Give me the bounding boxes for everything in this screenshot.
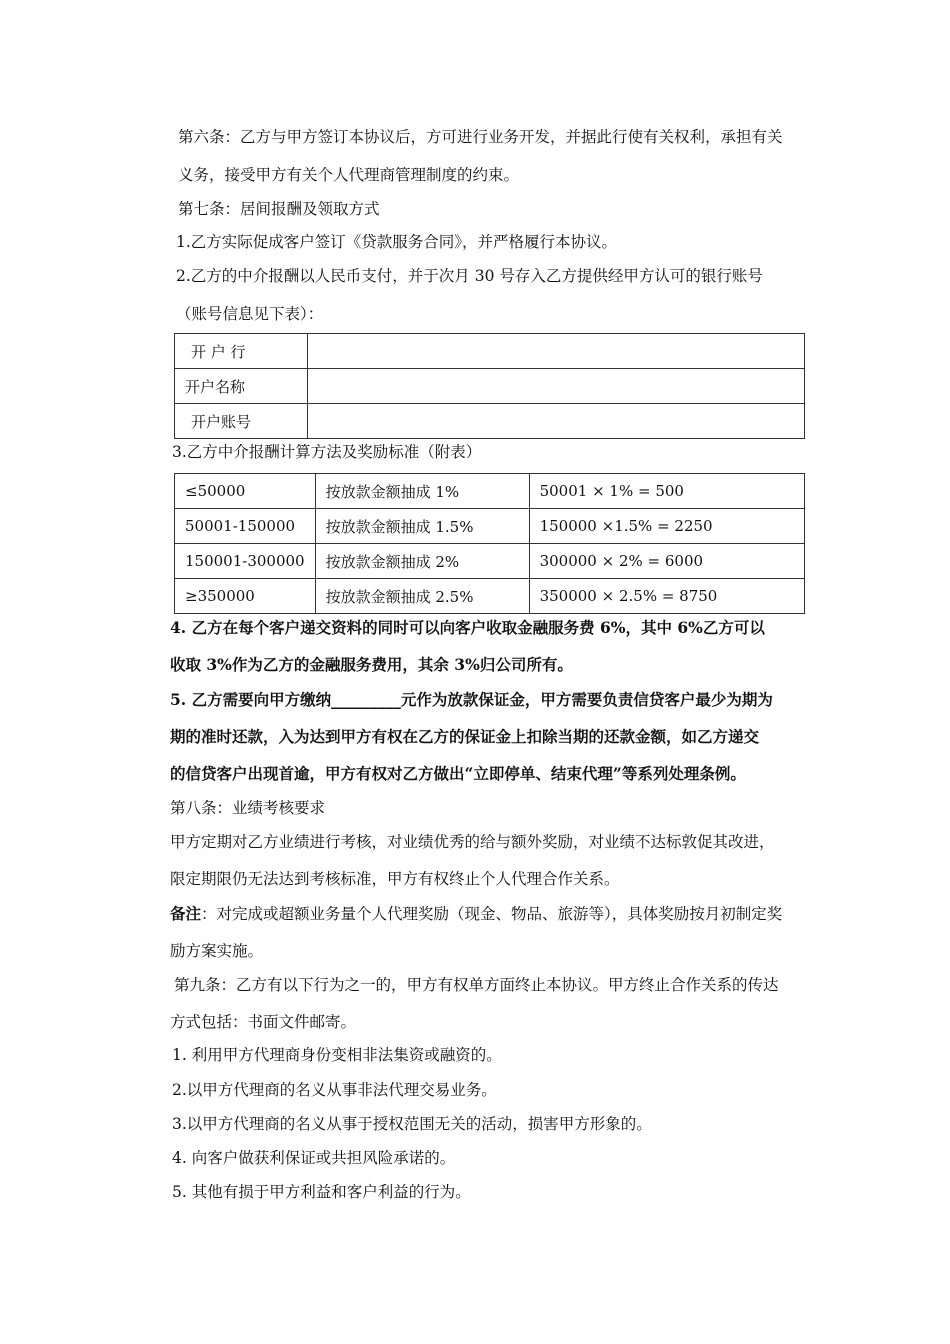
example-cell: 50001 × 1% = 500	[529, 474, 804, 509]
article6-line1: 第六条：乙方与甲方签订本协议后，方可进行业务开发，并据此行使有关权利，承担有关	[178, 128, 783, 146]
table-row	[175, 544, 805, 579]
article7-title: 第七条：居间报酬及领取方式	[178, 200, 380, 218]
article7-item4-line2: 收取 3%作为乙方的金融服务费用，其余 3%归公司所有。	[170, 655, 573, 674]
article7-item5-line2: 期的准时还款，入为达到甲方有权在乙方的保证金上扣除当期的还款金额，如乙方递交	[170, 727, 760, 746]
article9-item-1: 1. 利用甲方代理商身份变相非法集资或融资的。	[172, 1046, 502, 1064]
note-text: ：对完成或超额业务量个人代理奖励（现金、物品、旅游等），具体奖励按月初制定奖	[201, 905, 783, 923]
article9-item-2: 2.以甲方代理商的名义从事非法代理交易业务。	[172, 1081, 497, 1099]
range-cell: ≤50000	[175, 474, 316, 509]
range-cell: ≥350000	[175, 579, 316, 614]
article7-item1: 1.乙方实际促成客户签订《贷款服务合同》，并严格履行本协议。	[176, 233, 618, 251]
account-name-label: 开户名称	[175, 369, 308, 404]
bank-value	[308, 334, 805, 369]
article9-item-4: 4. 向客户做获利保证或共担风险承诺的。	[172, 1149, 456, 1167]
note-line2: 励方案实施。	[170, 942, 264, 960]
range-cell: 150001-300000	[175, 544, 316, 579]
table-row	[175, 369, 805, 404]
article7-item5-line3: 的信贷客户出现首逾，甲方有权对乙方做出“立即停单、结束代理”等系列处理条例。	[170, 764, 746, 783]
commission-rate-table	[174, 473, 805, 614]
article7-item4-line1: 4. 乙方在每个客户递交资料的同时可以向客户收取金融服务费 6%，其中 6%乙方可以	[170, 618, 765, 637]
article7-item5-line1: 5. 乙方需要向甲方缴纳_________元作为放款保证金，甲方需要负责信贷客户最少为期为	[170, 690, 773, 709]
account-name-value	[308, 369, 805, 404]
note-line1	[170, 904, 782, 924]
example-cell: 300000 × 2% = 6000	[529, 544, 804, 579]
rule-cell: 按放款金额抽成 2.5%	[315, 579, 529, 614]
table-row	[175, 404, 805, 439]
rule-cell: 按放款金额抽成 2%	[315, 544, 529, 579]
range-cell: 50001-150000	[175, 509, 316, 544]
example-cell: 150000 ×1.5% = 2250	[529, 509, 804, 544]
account-number-label: 开户账号	[175, 404, 308, 439]
article8-line2: 限定期限仍无法达到考核标准，甲方有权终止个人代理合作关系。	[170, 870, 620, 888]
account-number-value	[308, 404, 805, 439]
article7-item3: 3.乙方中介报酬计算方法及奖励标准（附表）	[172, 443, 482, 461]
bank-label: 开 户 行	[175, 334, 308, 369]
table-row	[175, 334, 805, 369]
table-row	[175, 579, 805, 614]
table-row	[175, 509, 805, 544]
rule-cell: 按放款金额抽成 1%	[315, 474, 529, 509]
article9-item-5: 5. 其他有损于甲方利益和客户利益的行为。	[172, 1183, 471, 1201]
article6-line2: 义务，接受甲方有关个人代理商管理制度的约束。	[178, 166, 520, 184]
article8-title: 第八条：业绩考核要求	[170, 799, 326, 817]
note-label: 备注	[170, 904, 202, 923]
article7-item2-line2: （账号信息见下表）：	[176, 305, 324, 323]
article9-line2: 方式包括：书面文件邮寄。	[170, 1013, 357, 1031]
rule-cell: 按放款金额抽成 1.5%	[315, 509, 529, 544]
table-row	[175, 474, 805, 509]
article8-line1: 甲方定期对乙方业绩进行考核，对业绩优秀的给与额外奖励，对业绩不达标敦促其改进，	[170, 833, 775, 851]
example-cell: 350000 × 2.5% = 8750	[529, 579, 804, 614]
article9-item-3: 3.以甲方代理商的名义从事于授权范围无关的活动，损害甲方形象的。	[172, 1115, 652, 1133]
article9-line1: 第九条：乙方有以下行为之一的，甲方有权单方面终止本协议。甲方终止合作关系的传达	[174, 976, 779, 994]
article7-item2-line1: 2.乙方的中介报酬以人民币支付，并于次月 30 号存入乙方提供经甲方认可的银行账号	[176, 267, 763, 285]
bank-account-table	[174, 333, 805, 439]
